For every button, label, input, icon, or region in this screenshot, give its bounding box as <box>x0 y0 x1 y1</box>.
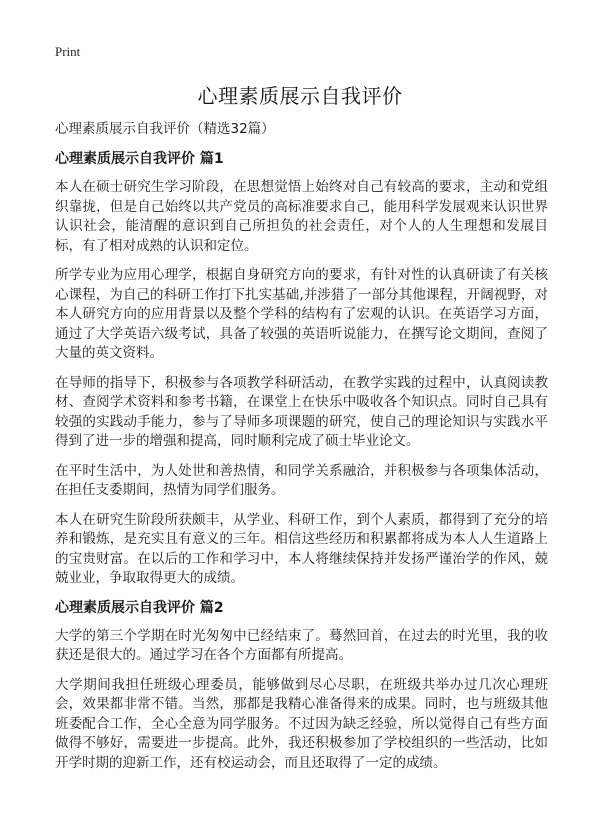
paragraph: 在平时生活中，为人处世和善热情，和同学关系融洽，并积极参与各项集体活动，在担任支委期间，热情为同学们服务。 <box>55 462 548 498</box>
document-body <box>55 120 548 783</box>
paragraph: 本人在研究生阶段所获颇丰，从学业、科研工作，到个人素质，都得到了充分的培养和锻炼，是充实且有意义的三年。相信这些经历和积累都将成为本人人生道路上的宝贵财富。在以后的工作和学习中，本人将继续保持并发扬严谨治学的作风，兢兢业业，争取取得更大的成绩。 <box>55 511 548 586</box>
page-title: 心理素质展示自我评价 <box>197 84 403 108</box>
paragraph: 大学的第三个学期在时光匆匆中已经结束了。蓦然回首，在过去的时光里，我的收获还是很大的。通过学习在各个方面都有所提高。 <box>55 627 548 663</box>
paragraph: 本人在硕士研究生学习阶段，在思想觉悟上始终对自己有较高的要求，主动和党组织靠拢，但是自己始终以共产党员的高标准要求自己，能用科学发展观来认识世界认识社会，能清醒的意识到自己所担负的社会责任，对个人的人生理想和发展目标，有了相对成熟的认识和定位。 <box>55 179 548 254</box>
print-link[interactable]: Print <box>55 44 81 59</box>
paragraph: 所学专业为应用心理学，根据自身研究方向的要求，有针对性的认真研读了有关核心课程，为自己的科研工作打下扎实基础,并涉猎了一部分其他课程，开阔视野，对本人研究方向的应用背景以及整个学科的结构有了宏观的认识。在英语学习方面，通过了大学英语六级考试，具备了较强的英语听说能力，在撰写论文期间，查阅了大量的英文资料。 <box>55 267 548 361</box>
document-subtitle: 心理素质展示自我评价（精选32篇） <box>55 121 275 137</box>
section-heading-1: 心理素质展示自我评价 篇1 <box>55 151 224 167</box>
paragraph: 大学期间我担任班级心理委员，能够做到尽心尽职，在班级共举办过几次心理班会，效果都非常不错。当然，那都是我精心准备得来的成果。同时，也与班级其他班委配合工作，全心全意为同学服务。不过因为缺乏经验，所以觉得自己有些方面做得不够好，需要进一步提高。此外，我还积极参加了学校组织的一些活动，比如开学时期的迎新工作，还有校运动会，而且还取得了一定的成绩。 <box>55 676 548 771</box>
paragraph: 在导师的指导下，积极参与各项教学科研活动，在教学实践的过程中，认真阅读教材、查阅学术资料和参考书籍，在课堂上在快乐中吸收各个知识点。同时自己具有较强的实践动手能力，参与了导师多项课题的研究，使自己的理论知识与实践水平得到了进一步的增强和提高，同时顺利完成了硕士毕业论文。 <box>55 374 548 449</box>
section-heading-2: 心理素质展示自我评价 篇2 <box>55 599 224 616</box>
